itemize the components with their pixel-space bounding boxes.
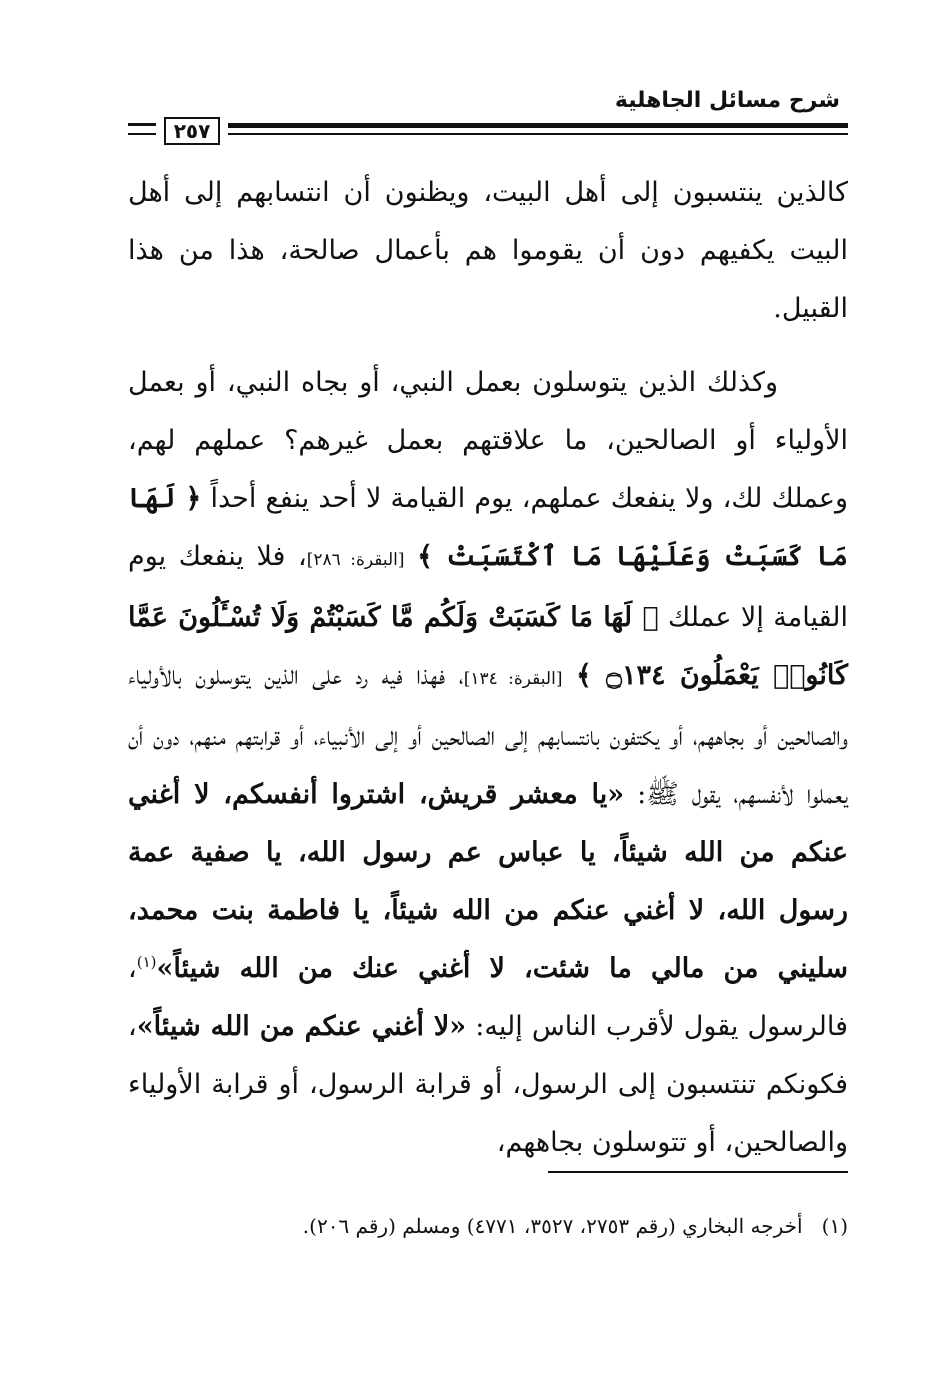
verse-reference-1: [البقرة: ٢٨٦]: [306, 550, 405, 570]
paragraph-1: كالذين ينتسبون إلى أهل البيت، ويظنون أن انتسابهم إلى أهل البيت يكفيهم دون أن يقوموا هم بأعمال صالحة، هذا من هذا القبيل.: [128, 177, 848, 324]
hadith-quote-1: «يا معشر قريش، اشتروا أنفسكم، لا أغني عنكم من الله شيئاً، يا عباس عم رسول الله، يا صفية عمة رسول الله، لا أغني عنكم من الله شيئاً، يا فاطمة بنت محمد، سليني من مالي ما شئت، لا أغني عنك من الله شيئاً»: [128, 779, 848, 984]
header-rule-thin: [228, 133, 848, 135]
quran-verse-2: ﴿ لَهَا مَا كَسَبَتْ وَلَكُم مَّا كَسَبْتُمْ وَلَا تُسْـَٔلُونَ عَمَّا كَانُوا۟ يَعْمَلُونَ ۝١٣٤ ﴾: [128, 602, 848, 691]
footnote-marker: (١): [136, 953, 157, 971]
footnote-number: (١): [821, 1214, 848, 1238]
header-rule-thick: [228, 123, 848, 128]
running-header-title: شرح مسائل الجاهلية: [614, 88, 840, 113]
page-number-rule-thin: [128, 133, 156, 135]
footnote: [128, 1212, 848, 1240]
verse-reference-2: [البقرة: ١٣٤]: [463, 669, 563, 689]
footnote-separator: [548, 1171, 848, 1173]
paragraph-2-part-4: ، فالرسول يقول لأقرب الناس إليه:: [128, 953, 848, 1042]
paragraph-2-part-2: ، فلا ينفعك يوم القيامة إلا عملك: [128, 541, 848, 633]
paragraph-2-part-1: وكذلك الذين يتوسلون بعمل النبي، أو بجاه النبي، أو بعمل الأولياء أو الصالحين، ما علاقتهم بعمل غيرهم؟ عملهم لهم، وعملك لك، ولا ينفعك عملهم، يوم القيامة لا أحد ينفع أحداً: [128, 367, 848, 514]
body-text: [128, 164, 848, 1172]
page-number: ٢٥٧: [164, 117, 220, 145]
page-number-rule-thick: [128, 123, 156, 126]
paragraph-2: [128, 354, 848, 1172]
paragraph-2-part-5: ، فكونكم تنتسبون إلى الرسول، أو قرابة الرسول، أو قرابة الأولياء والصالحين، أو تتوسلون بجاههم،: [128, 1011, 848, 1158]
footnote-text: أخرجه البخاري (رقم ٢٧٥٣، ٣٥٢٧، ٤٧٧١) ومسلم (رقم ٢٠٦).: [302, 1214, 803, 1238]
quran-verse-1: ﴿ لَهَا مَا كَسَبَتْ وَعَلَيْهَا مَا ٱكْتَسَبَتْ ﴾: [128, 483, 848, 572]
paragraph-2-part-3: ، فهذا فيه رد على الذين يتوسلون بالأولياء والصالحين أو بجاههم، أو يكتفون بانتسابهم إلى الصالحين أو إلى الأنبياء، أو قرابتهم منهم، دون أن يعملوا لأنفسهم، يقول ﷺ:: [128, 660, 848, 810]
hadith-quote-2: «لا أغني عنكم من الله شيئاً»: [136, 1011, 467, 1042]
